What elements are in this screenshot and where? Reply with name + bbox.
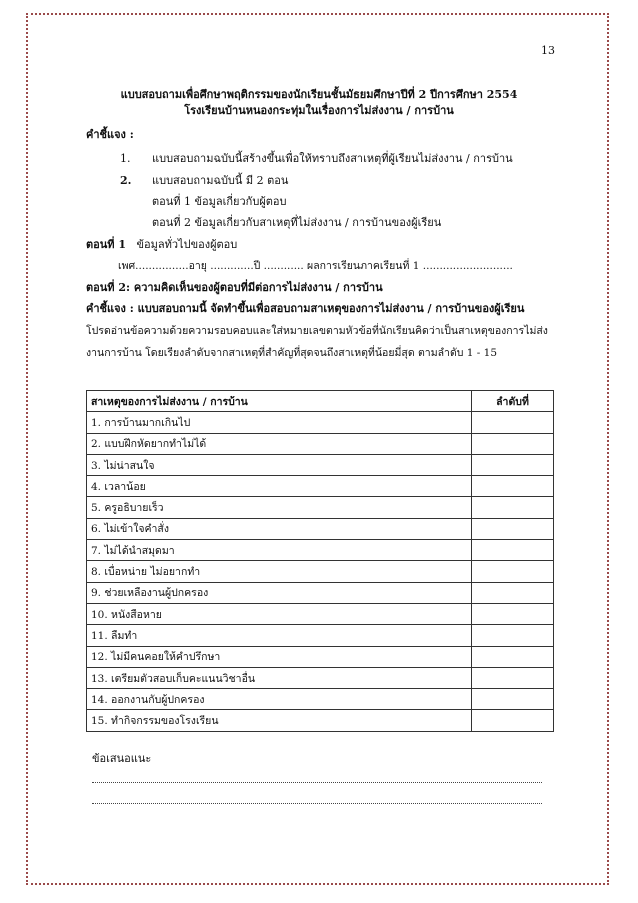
instructions-label: คำชี้แจง : <box>86 128 134 141</box>
cause-cell: 2. แบบฝึกหัดยากทำไม่ได้ <box>87 433 472 454</box>
table-row <box>87 710 554 731</box>
rank-cell[interactable] <box>472 518 554 539</box>
suggestion-line-2[interactable] <box>92 802 542 804</box>
table-row <box>87 540 554 561</box>
section-2-heading: ตอนที่ 2: ความคิดเห็นของผู้ตอบที่มีต่อการไม่ส่งงาน / การบ้าน <box>86 281 383 294</box>
cause-cell: 1. การบ้านมากเกินไป <box>87 412 472 433</box>
rank-cell[interactable] <box>472 433 554 454</box>
respondent-info-line: เพศ................อายุ .............ปี ............ ผลการเรียนภาคเรียนที่ 1 ........................... <box>118 260 513 272</box>
section-1-title: ข้อมูลทั่วไปของผู้ตอบ <box>136 238 238 251</box>
section-2-instruction: คำชี้แจง : แบบสอบถามนี้ จัดทำขึ้นเพื่อสอบถามสาเหตุของการไม่ส่งงาน / การบ้านของผู้เรียน <box>86 302 525 315</box>
cause-cell: 11. ลืมทำ <box>87 625 472 646</box>
section-1-heading <box>86 238 237 252</box>
rank-cell[interactable] <box>472 667 554 688</box>
rank-cell[interactable] <box>472 646 554 667</box>
instruction-2-text: แบบสอบถามฉบับนี้ มี 2 ตอน <box>152 174 289 187</box>
cause-cell: 7. ไม่ได้นำสมุดมา <box>87 540 472 561</box>
header-cause: สาเหตุของการไม่ส่งงาน / การบ้าน <box>87 391 472 412</box>
instruction-1-text: แบบสอบถามฉบับนี้สร้างขึ้นเพื่อให้ทราบถึงสาเหตุที่ผู้เรียนไม่ส่งงาน / การบ้าน <box>152 152 513 165</box>
instruction-2-number: 2. <box>120 174 132 187</box>
table-row <box>87 561 554 582</box>
cause-cell: 14. ออกงานกับผู้ปกครอง <box>87 689 472 710</box>
suggestion-label: ข้อเสนอแนะ <box>92 752 152 765</box>
page-number: 13 <box>541 44 555 57</box>
rank-cell[interactable] <box>472 476 554 497</box>
table-row <box>87 582 554 603</box>
rank-cell[interactable] <box>472 625 554 646</box>
title-line-1: แบบสอบถามเพื่อศึกษาพฤติกรรมของนักเรียนชั้นมัธยมศึกษาปีที่ 2 ปีการศึกษา 2554 <box>120 88 518 101</box>
cause-cell: 9. ช่วยเหลืองานผู้ปกครอง <box>87 582 472 603</box>
instruction-1-number: 1. <box>120 152 131 165</box>
table-row <box>87 412 554 433</box>
cause-cell: 6. ไม่เข้าใจคำสั่ง <box>87 518 472 539</box>
rank-cell[interactable] <box>472 710 554 731</box>
table-row <box>87 667 554 688</box>
table-row <box>87 518 554 539</box>
table-row <box>87 476 554 497</box>
part-2-description: ตอนที่ 2 ข้อมูลเกี่ยวกับสาเหตุที่ไม่ส่งงาน / การบ้านของผู้เรียน <box>152 216 442 229</box>
table-row <box>87 454 554 475</box>
suggestion-line-1[interactable] <box>92 781 542 783</box>
table-row <box>87 433 554 454</box>
table-row <box>87 625 554 646</box>
rank-cell[interactable] <box>472 689 554 710</box>
table-header-row <box>87 391 554 412</box>
cause-cell: 8. เบื่อหน่าย ไม่อยากทำ <box>87 561 472 582</box>
paragraph-line-1: โปรดอ่านข้อความด้วยความรอบคอบและใส่หมายเลขตามหัวข้อที่นักเรียนคิดว่าเป็นสาเหตุของการไม่ส่ง <box>86 325 548 337</box>
cause-cell: 10. หนังสือหาย <box>87 603 472 624</box>
rank-cell[interactable] <box>472 603 554 624</box>
rank-cell[interactable] <box>472 582 554 603</box>
cause-cell: 4. เวลาน้อย <box>87 476 472 497</box>
cause-cell: 12. ไม่มีคนคอยให้คำปรึกษา <box>87 646 472 667</box>
table-row <box>87 497 554 518</box>
cause-cell: 15. ทำกิจกรรมของโรงเรียน <box>87 710 472 731</box>
table-row <box>87 646 554 667</box>
table-row <box>87 689 554 710</box>
rank-cell[interactable] <box>472 454 554 475</box>
section-1-label: ตอนที่ 1 <box>86 238 127 251</box>
rank-cell[interactable] <box>472 561 554 582</box>
rank-cell[interactable] <box>472 497 554 518</box>
rank-cell[interactable] <box>472 540 554 561</box>
cause-ranking-table <box>86 390 554 732</box>
cause-cell: 5. ครูอธิบายเร็ว <box>87 497 472 518</box>
rank-cell[interactable] <box>472 412 554 433</box>
paragraph-line-2: งานการบ้าน โดยเรียงลำดับจากสาเหตุที่สำคัญที่สุดจนถึงสาเหตุที่น้อยมี่สุด ตามลำดับ 1 - 15 <box>86 347 498 359</box>
cause-cell: 13. เตรียมตัวสอบเก็บคะแนนวิชาอื่น <box>87 667 472 688</box>
table-row <box>87 603 554 624</box>
part-1-description: ตอนที่ 1 ข้อมูลเกี่ยวกับผู้ตอบ <box>152 195 287 208</box>
cause-cell: 3. ไม่น่าสนใจ <box>87 454 472 475</box>
header-rank: ลำดับที่ <box>472 391 554 412</box>
title-line-2: โรงเรียนบ้านหนองกระทุ่มในเรื่องการไม่ส่งงาน / การบ้าน <box>184 104 454 117</box>
